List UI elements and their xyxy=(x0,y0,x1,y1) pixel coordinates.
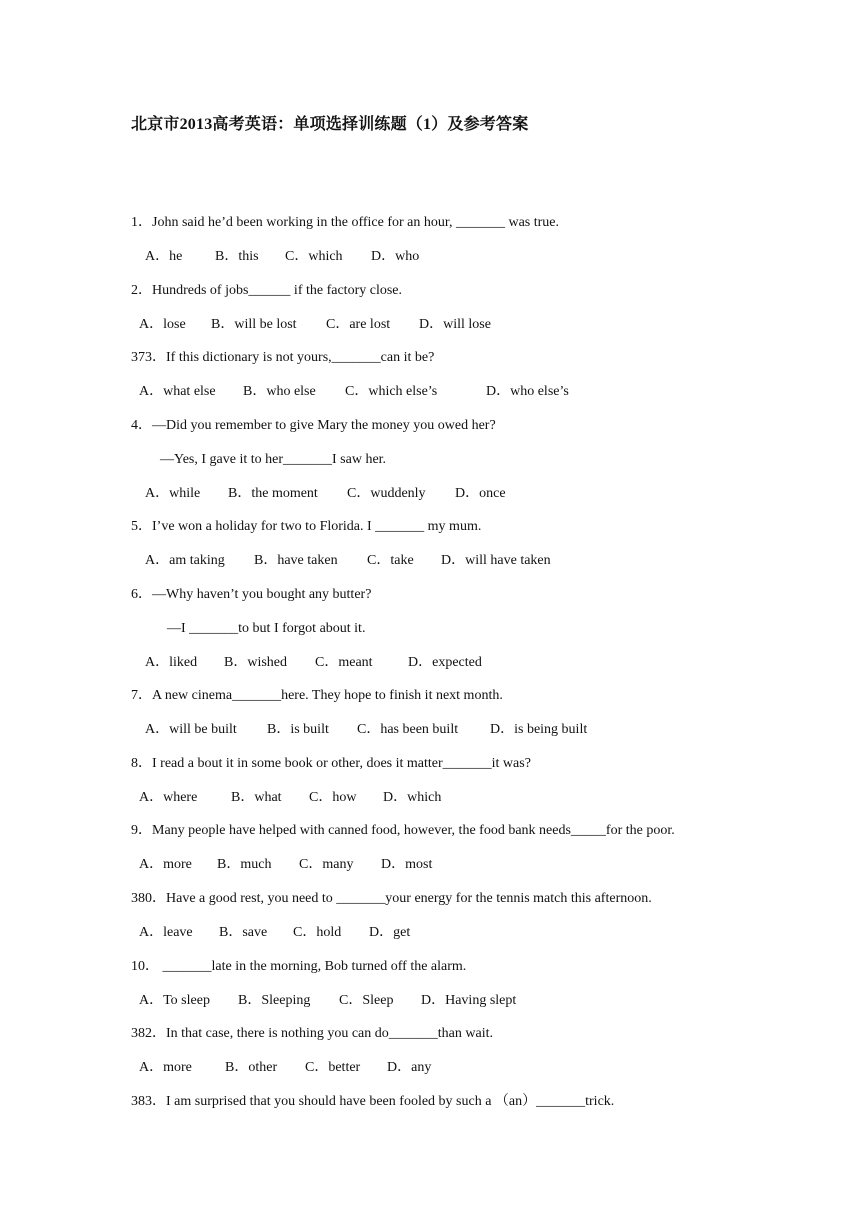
option-d: D．which xyxy=(383,790,442,805)
option-b: B．Sleeping xyxy=(238,993,311,1008)
option-c: C．many xyxy=(299,857,354,872)
option-a: A．will be built xyxy=(145,722,237,737)
option-c: C．wuddenly xyxy=(347,486,426,501)
option-d: D．will lose xyxy=(419,317,491,332)
option-b: B．who else xyxy=(243,384,316,399)
option-c: C．are lost xyxy=(326,317,391,332)
option-c: C．which else’s xyxy=(345,384,438,399)
option-b: B．is built xyxy=(267,722,329,737)
option-a: A．liked xyxy=(145,655,198,670)
question-stem: 2．Hundreds of jobs______ if the factory close. xyxy=(131,283,402,298)
question-stem: 5．I’ve won a holiday for two to Florida. I _______ my mum. xyxy=(131,519,482,534)
question-stem-reply: —I _______to but I forgot about it. xyxy=(167,621,366,636)
option-c: C．Sleep xyxy=(339,993,394,1008)
option-a: A．To sleep xyxy=(139,993,210,1008)
question-stem: 382．In that case, there is nothing you can do_______than wait. xyxy=(131,1026,493,1041)
option-b: B．what xyxy=(231,790,282,805)
option-b: B．this xyxy=(215,249,259,264)
option-d: D．most xyxy=(381,857,433,872)
option-d: D．any xyxy=(387,1060,432,1075)
option-d: D．once xyxy=(455,486,506,501)
option-a: A．where xyxy=(139,790,198,805)
option-a: A．while xyxy=(145,486,201,501)
option-c: C．has been built xyxy=(357,722,459,737)
page-title: 北京市2013高考英语：单项选择训练题（1）及参考答案 xyxy=(131,116,529,133)
option-d: D．Having slept xyxy=(421,993,517,1008)
option-b: B．save xyxy=(219,925,268,940)
option-b: B．the moment xyxy=(228,486,318,501)
option-c: C．take xyxy=(367,553,414,568)
option-a: A．am taking xyxy=(145,553,225,568)
question-stem: 6．—Why haven’t you bought any butter? xyxy=(131,587,372,602)
question-stem: 383．I am surprised that you should have been fooled by such a （an）_______trick. xyxy=(131,1094,615,1109)
question-stem-reply: —Yes, I gave it to her_______I saw her. xyxy=(160,452,387,467)
option-c: C．hold xyxy=(293,925,342,940)
question-stem: 8．I read a bout it in some book or other, does it matter_______it was? xyxy=(131,756,531,771)
question-stem: 4．—Did you remember to give Mary the money you owed her? xyxy=(131,418,496,433)
option-a: A．more xyxy=(139,857,192,872)
option-a: A．what else xyxy=(139,384,216,399)
option-b: B．have taken xyxy=(254,553,338,568)
question-stem: 1．John said he’d been working in the office for an hour, _______ was true. xyxy=(131,215,560,230)
question-stem: 380．Have a good rest, you need to _______your energy for the tennis match this afternoon. xyxy=(131,891,652,906)
question-stem: 9．Many people have helped with canned food, however, the food bank needs_____for the poor. xyxy=(131,823,675,838)
option-a: A．he xyxy=(145,249,183,264)
option-b: B．wished xyxy=(224,655,287,670)
question-stem: 373．If this dictionary is not yours,_______can it be? xyxy=(131,350,435,365)
option-b: B．much xyxy=(217,857,272,872)
question-stem: 7．A new cinema_______here. They hope to finish it next month. xyxy=(131,688,503,703)
option-b: B．will be lost xyxy=(211,317,297,332)
option-d: D．who else’s xyxy=(486,384,569,399)
option-c: C．meant xyxy=(315,655,373,670)
option-d: D．get xyxy=(369,925,411,940)
option-c: C．how xyxy=(309,790,357,805)
option-b: B．other xyxy=(225,1060,278,1075)
option-a: A．more xyxy=(139,1060,192,1075)
option-a: A．leave xyxy=(139,925,193,940)
option-d: D．who xyxy=(371,249,420,264)
option-d: D．is being built xyxy=(490,722,588,737)
option-c: C．better xyxy=(305,1060,361,1075)
question-stem: 10． _______late in the morning, Bob turned off the alarm. xyxy=(131,959,467,974)
option-c: C．which xyxy=(285,249,343,264)
option-d: D．expected xyxy=(408,655,482,670)
option-d: D．will have taken xyxy=(441,553,551,568)
option-a: A．lose xyxy=(139,317,186,332)
